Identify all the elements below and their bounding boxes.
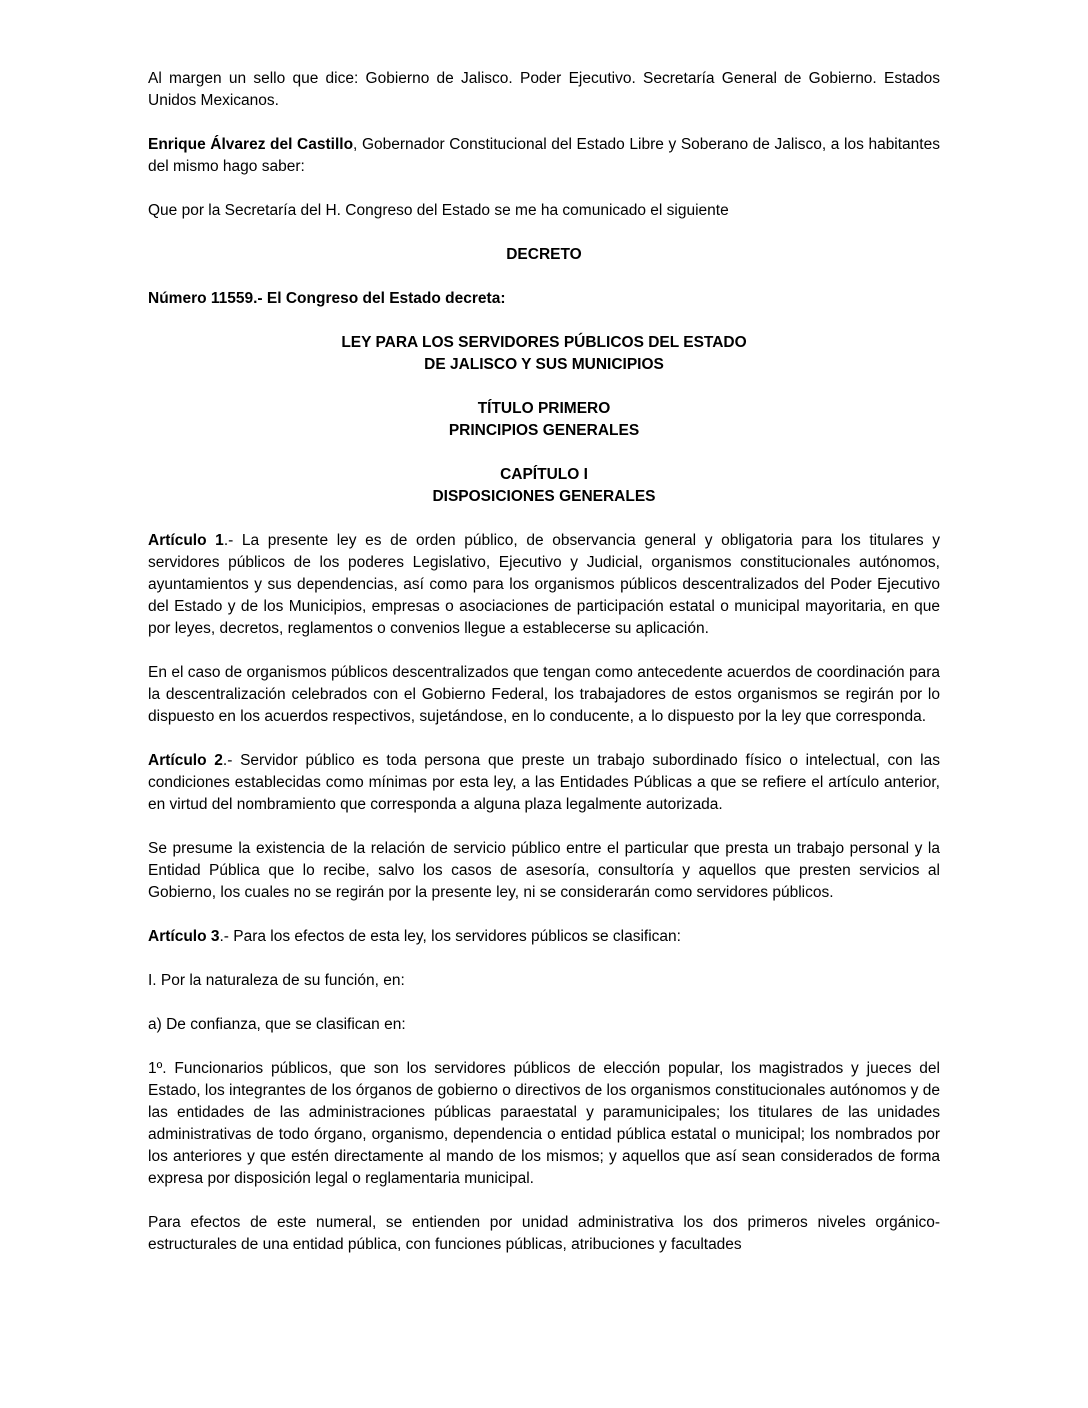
paragraph-articulo-2-second: Se presume la existencia de la relación de servicio público entre el particular que presta un trabajo personal y la Entidad Pública que lo recibe, salvo los casos de asesoría, consultoría y aquellos que presten servicios al Gobierno, los cuales no se regirán por la presente ley, ni se considerarán como servidores públicos. [148, 840, 940, 901]
heading-decreto: DECRETO [506, 246, 582, 263]
paragraph-articulo-1 [148, 530, 940, 640]
paragraph-numeral-1-continuation: Para efectos de este numeral, se entienden por unidad administrativa los dos primeros niveles orgánico-estructurales de una entidad pública, con funciones públicas, atribuciones y facultades [148, 1214, 940, 1253]
paragraph-articulo-1-second: En el caso de organismos públicos descentralizados que tengan como antecedente acuerdos de coordinación para la descentralización celebrados con el Gobierno Federal, los trabajadores de estos organismos se regirán por lo dispuesto en los acuerdos respectivos, sujetándose, en lo conducente, a lo dispuesto por la ley que corresponda. [148, 664, 940, 725]
articulo-1-text: .- La presente ley es de orden público, de observancia general y obligatoria para los titulares y servidores públicos de los poderes Legislativo, Ejecutivo y Judicial, organismos constitucionales autónomos, ayuntamientos y sus dependencias, así como para los organismos públicos descentralizados del Poder Ejecutivo del Estado y de los Municipios, empresas o asociaciones de participación estatal o municipal mayoritaria, en que por leyes, decretos, reglamentos o convenios llegue a establecerse su aplicación. [148, 532, 940, 637]
paragraph-fraccion-i: I. Por la naturaleza de su función, en: [148, 972, 405, 989]
law-title-line-2: DE JALISCO Y SUS MUNICIPIOS [424, 356, 664, 373]
paragraph-numeral-1: 1º. Funcionarios públicos, que son los servidores públicos de elección popular, los magistrados y jueces del Estado, los integrantes de los órganos de gobierno o directivos de los organismos constitucionales autónomos y de las entidades de las administraciones públicas paraestatal y paramunicipales; los titulares de las unidades administrativas de todo órgano, organismo, dependencia o entidad pública estatal o municipal; los nombrados por los anteriores y que estén directamente al mando de los mismos; y aquellos que así sean considerados de forma expresa por disposición legal o reglamentaria municipal. [148, 1060, 940, 1187]
paragraph-seal-note: Al margen un sello que dice: Gobierno de Jalisco. Poder Ejecutivo. Secretaría General de Gobierno. Estados Unidos Mexicanos. [148, 70, 940, 109]
paragraph-articulo-3 [148, 926, 940, 948]
articulo-3-text: .- Para los efectos de esta ley, los servidores públicos se clasifican: [219, 928, 681, 945]
paragraph-inciso-a: a) De confianza, que se clasifican en: [148, 1016, 406, 1033]
paragraph-governor-statement [148, 134, 940, 178]
governor-statement-text: , Gobernador Constitucional del Estado Libre y Soberano de Jalisco, a los habitantes del mismo hago saber: [148, 136, 940, 175]
titulo-line-2: PRINCIPIOS GENERALES [448, 422, 640, 439]
articulo-3-label: Artículo 3 [148, 928, 220, 945]
articulo-1-label: Artículo 1 [148, 532, 224, 549]
titulo-line-1: TÍTULO PRIMERO [477, 400, 611, 417]
capitulo-line-2: DISPOSICIONES GENERALES [432, 488, 656, 505]
titulo-block [148, 398, 940, 442]
articulo-2-label: Artículo 2 [148, 752, 223, 769]
paragraph-articulo-2 [148, 750, 940, 816]
paragraph-communication: Que por la Secretaría del H. Congreso del Estado se me ha comunicado el siguiente [148, 202, 729, 219]
articulo-2-text: .- Servidor público es toda persona que preste un trabajo subordinado físico o intelectual, con las condiciones establecidas como mínimas por esta ley, a las Entidades Públicas a que se refiere el artículo anterior, en virtud del nombramiento que corresponda a alguna plaza legalmente autorizada. [148, 752, 941, 813]
governor-name: Enrique Álvarez del Castillo [148, 136, 354, 153]
law-title-block [148, 332, 940, 376]
document-text-column [148, 68, 940, 1256]
law-title-line-1: LEY PARA LOS SERVIDORES PÚBLICOS DEL ESTADO [341, 334, 747, 351]
capitulo-line-1: CAPÍTULO I [500, 466, 588, 483]
capitulo-block [148, 464, 940, 508]
paragraph-decree-number: Número 11559.- El Congreso del Estado decreta: [148, 290, 506, 307]
